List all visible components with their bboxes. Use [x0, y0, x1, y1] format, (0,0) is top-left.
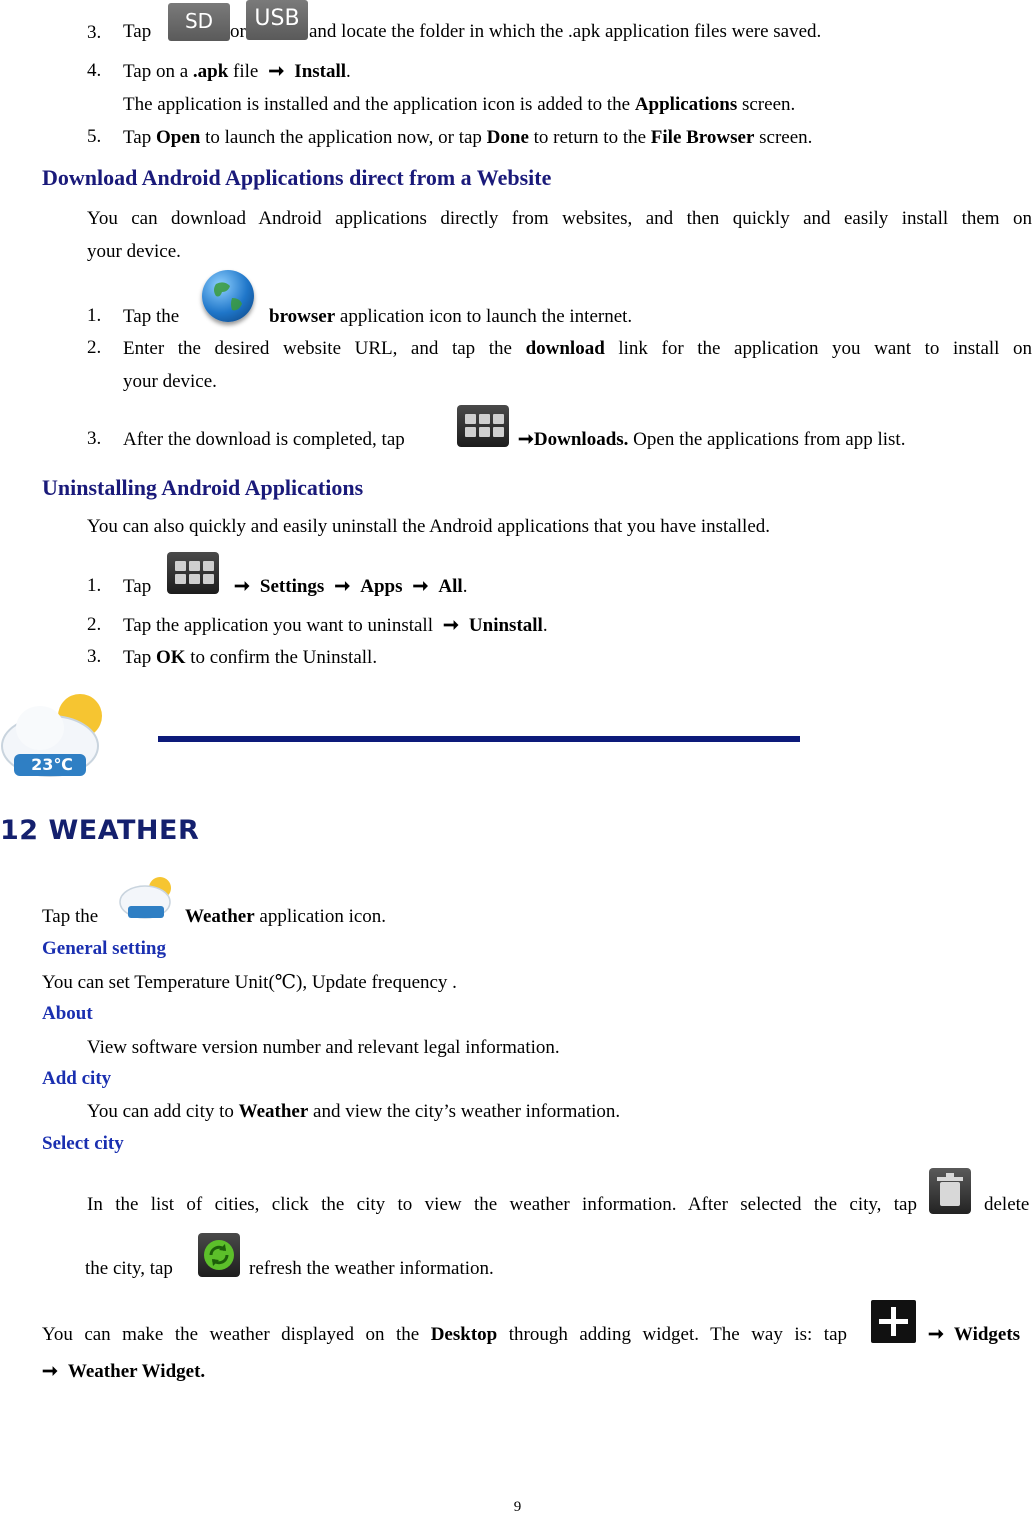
step-number: 3. — [87, 646, 102, 667]
subheading-general-setting: General setting — [42, 938, 167, 959]
arrow-icon: ➞ — [443, 615, 459, 636]
subheading-select-city: Select city — [42, 1133, 124, 1154]
select-city-line2a: the city, tap — [85, 1258, 173, 1279]
globe-browser-icon — [202, 270, 254, 322]
download-step-1-rest: browser application icon to launch the internet. — [269, 306, 633, 327]
download-step-2-line2: your device. — [123, 371, 217, 392]
sd-card-icon: SD — [168, 3, 230, 41]
add-city-text: You can add city to Weather and view the city’s weather information. — [87, 1101, 621, 1122]
arrow-icon: ➞ — [412, 576, 429, 597]
select-city-line1: In the list of cities, click the city to view the weather information. After selected the city, tap — [87, 1194, 917, 1215]
step-number: 4. — [87, 60, 102, 81]
weather-chapter-icon — [0, 688, 106, 786]
arrow-icon: ➞ — [928, 1324, 944, 1345]
app-grid-icon — [167, 552, 219, 594]
uninstall-intro: You can also quickly and easily uninstall the Android applications that you have installed. — [87, 516, 771, 537]
subheading-add-city: Add city — [42, 1068, 112, 1089]
step-number: 3. — [87, 22, 102, 43]
globe-continents-icon — [202, 270, 254, 322]
desktop-widget-line2: ➞ Weather Widget. — [42, 1361, 206, 1382]
uninstall-step-2: Tap the application you want to uninstall ➞ Uninstall. — [123, 615, 548, 636]
arrow-icon: ➞ — [334, 576, 351, 597]
arrow-icon: ➞ — [42, 1361, 58, 1382]
step-number: 3. — [87, 428, 102, 449]
step-number: 5. — [87, 126, 102, 147]
trash-icon — [929, 1168, 971, 1214]
select-city-line2b: refresh the weather information. — [249, 1258, 494, 1279]
step-4-note: The application is installed and the application icon is added to the Applications screen. — [123, 94, 796, 115]
uninstall-step-3: Tap OK to confirm the Uninstall. — [123, 647, 378, 668]
step-number: 1. — [87, 575, 102, 596]
step-4-text: Tap on a .apk file ➞ Install. — [123, 61, 351, 82]
step-number: 1. — [87, 305, 102, 326]
arrow-icon: ➞ — [518, 429, 534, 450]
download-step-3-rest: ➞Downloads. Open the applications from app list. — [518, 429, 906, 450]
plus-glyph-icon — [871, 1300, 916, 1343]
or-text: or — [230, 21, 246, 42]
page-number: 9 — [513, 1499, 522, 1515]
weather-tap-pre: Tap the — [42, 906, 99, 927]
download-intro-line1: You can download Android applications directly from websites, and then quickly and easily install them on — [87, 208, 1032, 229]
desktop-widget-line1: You can make the weather displayed on the Desktop through adding widget. The way is: tap — [42, 1324, 848, 1345]
uninstall-step-1-tap: Tap — [123, 576, 152, 597]
chapter-divider-bar — [158, 736, 800, 742]
weather-small-cloud-icon — [118, 874, 174, 922]
section-heading-download: Download Android Applications direct from a Website — [42, 165, 552, 190]
chapter-title: 12 WEATHER — [0, 815, 200, 846]
select-city-delete: delete — [984, 1194, 1030, 1215]
download-step-2-line1: Enter the desired website URL, and tap the download link for the application you want to install on — [123, 338, 1033, 359]
step-number: 2. — [87, 337, 102, 358]
download-step-1-pre: Tap the — [123, 306, 180, 327]
add-plus-icon — [871, 1300, 916, 1343]
refresh-glyph-icon — [198, 1233, 240, 1277]
refresh-icon — [198, 1233, 240, 1277]
app-grid-icon — [457, 405, 509, 447]
download-intro-line2: your device. — [87, 241, 181, 262]
section-heading-uninstall: Uninstalling Android Applications — [42, 475, 364, 500]
download-step-3-pre: After the download is completed, tap — [123, 429, 405, 450]
step-3-text: Tap — [123, 21, 152, 42]
desktop-widget-path: ➞ Widgets — [928, 1324, 1021, 1345]
subheading-about: About — [42, 1003, 93, 1024]
step-3-rest: and locate the folder in which the .apk application files were saved. — [309, 21, 822, 42]
weather-app-icon — [118, 874, 174, 922]
general-setting-text: You can set Temperature Unit(℃), Update frequency . — [42, 972, 457, 993]
about-text: View software version number and relevant legal information. — [87, 1037, 560, 1058]
step-number: 2. — [87, 614, 102, 635]
usb-icon: USB — [246, 0, 308, 40]
arrow-icon: ➞ — [268, 61, 285, 82]
trash-glyph-icon — [929, 1168, 971, 1214]
uninstall-step-1-path: ➞ Settings ➞ Apps ➞ All. — [234, 576, 468, 597]
step-5-text: Tap Open to launch the application now, or tap Done to return to the File Browser screen. — [123, 127, 813, 148]
arrow-icon: ➞ — [234, 576, 250, 597]
weather-tap-rest: Weather application icon. — [185, 906, 387, 927]
weather-temp-label: 23℃ — [31, 755, 73, 774]
